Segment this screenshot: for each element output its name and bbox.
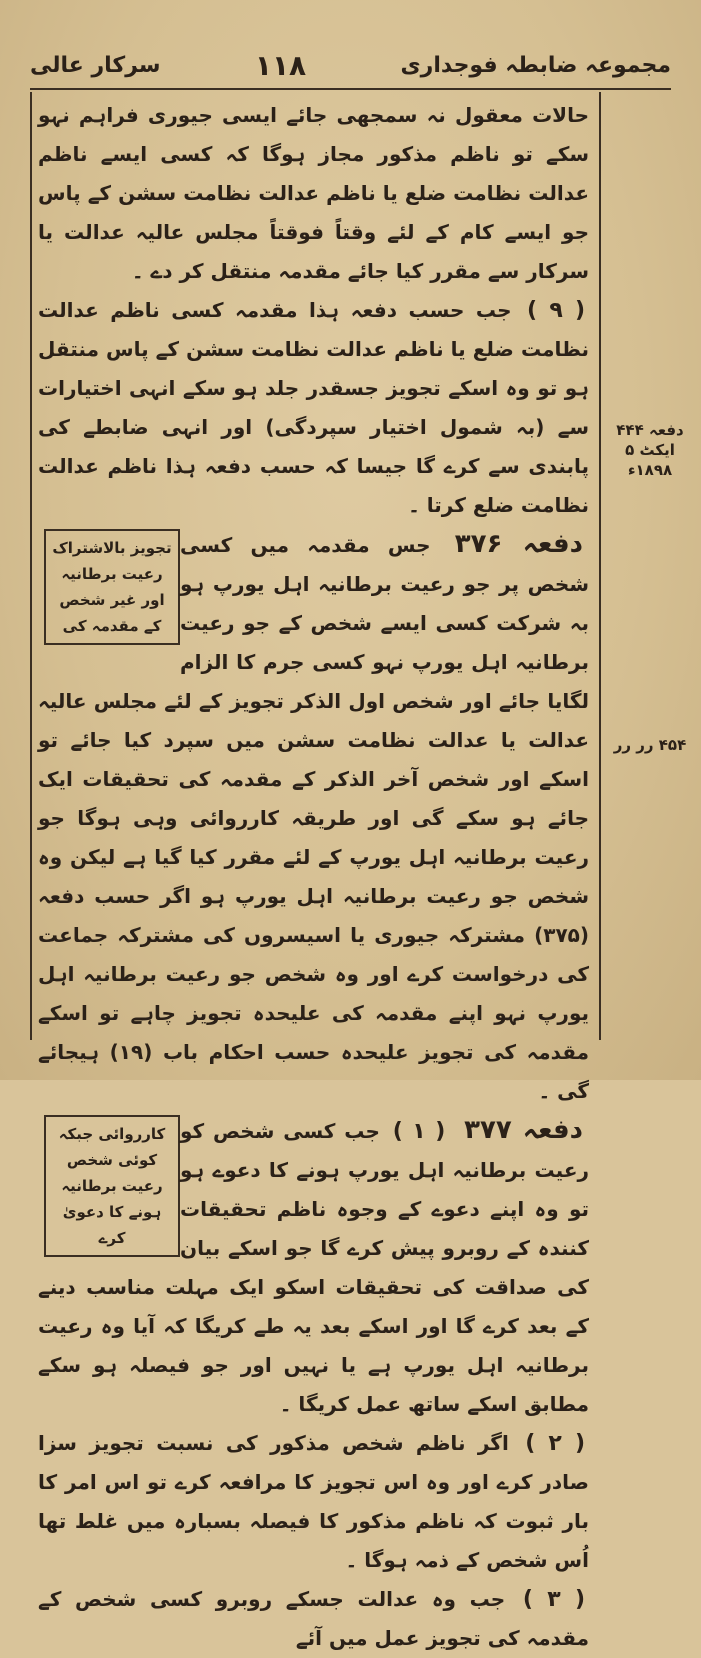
- paragraph-continuation: حالات معقول نہ سمجھی جائے ایسی جیوری فراہم نہو سکے تو ناظم مذکور مجاز ہوگا کہ کسی ایسے ناظم عدالت نظامت ضلع یا ناظم عدالت نظامت سشن کے پاس جو ایسے کام کے لئے وقتاً فوقتاً مجلس عالیہ عدالت یا سرکار سے مقرر کیا جائے مقدمہ منتقل کر دے ۔: [38, 103, 589, 283]
- clause-number: ( ۲ ): [525, 1431, 586, 1456]
- section-376: [38, 525, 589, 1111]
- section-text: جس مقدمہ میں کسی شخص پر جو رعیت برطانیہ اہل یورپ ہو بہ شرکت کسی ایسے شخص کے جو رعیت برطانیہ اہل یورپ نہو کسی جرم کا الزام لگایا جائے اور شخص اول الذکر تجویز کے لئے مجلس عالیہ عدالت یا عدالت نظامت سشن میں سپرد کیا جائے تو اسکے اور شخص آخر الذکر کے مقدمہ کی تحقیقات ایک جائے ہو سکے گی اور طریقہ کارروائی وہی ہوگا جو رعیت برطانیہ اہل یورپ کے لئے مقرر کیا گیا ہے لیکن وہ شخص جو رعیت برطانیہ اہل یورپ ہو اگر حسب دفعہ (۳۷۵) مشترکہ جیوری یا اسیسروں کی مشترکہ جماعت کی درخواست کرے اور وہ شخص جو رعیت برطانیہ اہل یورپ نہو اپنے مقدمہ کی علیحدہ تجویز چاہے تو اسکے مقدمہ کی تجویز علیحدہ حسب احکام باب (۱۹) ہیجائے گی ۔: [38, 533, 590, 1103]
- side-heading-box: تجویز بالاشتراک رعیت برطانیہ اور غیر شخص کے مقدمہ کی: [44, 529, 180, 645]
- running-head-authority: سرکار عالی: [30, 52, 161, 78]
- section-heading: دفعہ ۳۷۷: [464, 1115, 583, 1145]
- margin-note-act-reference: دفعہ ۴۴۴ ایکٹ ۵ ۱۸۹۸ء: [616, 421, 684, 479]
- paragraph-clause-9: [38, 291, 589, 525]
- book-title: مجموعہ ضابطہ فوجداری: [400, 52, 671, 78]
- section-377-clause-3: [38, 1580, 589, 1658]
- clause-text: جب وہ عدالت جسکے روبرو کسی شخص کے مقدمہ کی تجویز عمل میں آئے: [38, 1587, 589, 1650]
- section-377-clause-2: [38, 1424, 589, 1580]
- clause-number: ( ۹ ): [527, 298, 586, 323]
- page-number: ۱۱۸: [254, 48, 307, 82]
- section-text: جب کسی شخص کو رعیت برطانیہ اہل یورپ ہونے کا دعوے ہو تو وہ اپنے دعوے کے وجوہ ناظم تحقیقات کنندہ کے روبرو پیش کرے گا جو اسکے بیان کی صداقت کی تحقیقات اسکو ایک مہلت مناسب دینے کے بعد کرے گا اور اسکے بعد یہ طے کریگا کہ آیا وہ رعیت برطانیہ اہل یورپ ہے یا نہیں اور جو فیصلہ ہو سکے مطابق اسکے ساتھ عمل کریگا ۔: [38, 1119, 589, 1416]
- section-heading: دفعہ ۳۷۶: [454, 529, 583, 559]
- margin-note-section-reference: ۴۵۴ رر رر: [613, 736, 687, 754]
- clause-number: ( ۳ ): [522, 1587, 586, 1612]
- margin-column: [603, 0, 695, 1080]
- clause-number: ( ۱ ): [392, 1119, 446, 1144]
- page-header: [30, 40, 671, 90]
- section-377: [38, 1111, 589, 1424]
- clause-text: جب حسب دفعہ ہذا مقدمہ کسی ناظم عدالت نظامت ضلع یا ناظم عدالت نظامت سشن کے پاس منتقل ہو تو وہ اسکے تجویز جسقدر جلد ہو سکے انہی اختیارات سے (بہ شمول اختیار سپردگی) اور انہی ضابطے کی پابندی سے کرے گا جیسا کہ حسب دفعہ ہذا ناظم عدالت نظامت ضلع کرتا ۔: [38, 298, 589, 517]
- body-text: [38, 96, 590, 1650]
- header-rule: [30, 88, 671, 90]
- clause-text: اگر ناظم شخص مذکور کی نسبت تجویز سزا صادر کرے اور وہ اس تجویز کا مرافعہ کرے تو اس امر کا بار ثبوت کہ ناظم مذکور کا فیصلہ بسبارہ میں غلط تھا اُس شخص کے ذمہ ہوگا ۔: [38, 1431, 589, 1572]
- side-heading-box: کارروائی جبکہ کوئی شخص رعیت برطانیہ ہونے کا دعویٰ کرے: [44, 1115, 180, 1257]
